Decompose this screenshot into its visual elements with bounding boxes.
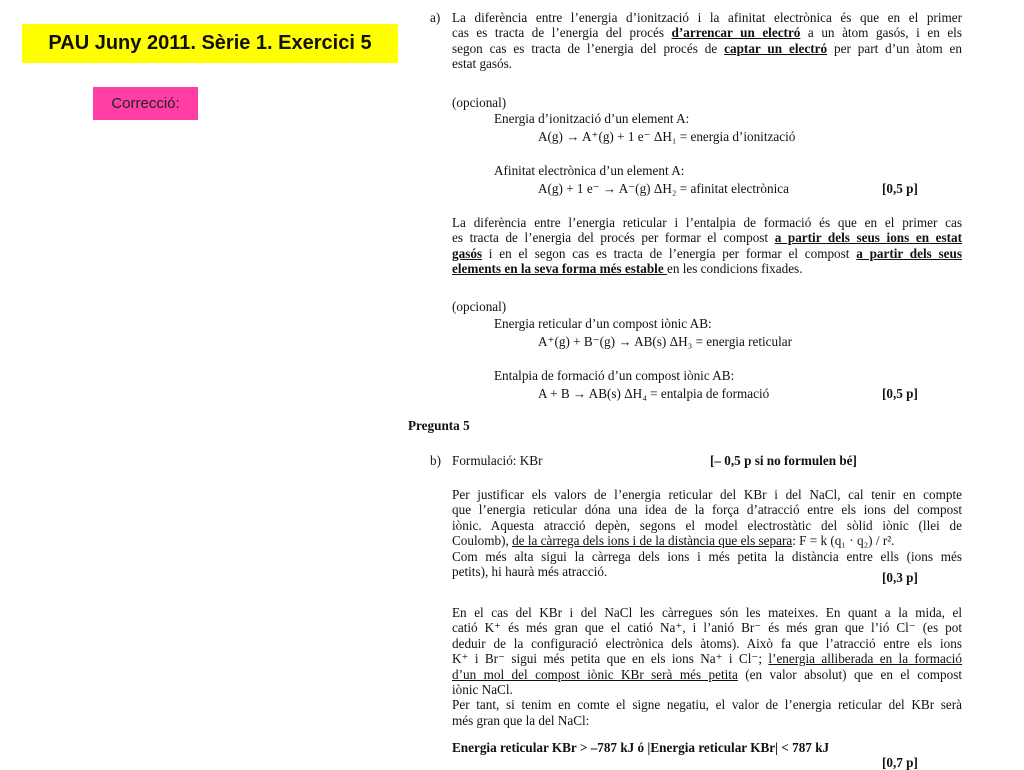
part-a-label: a) (430, 10, 441, 25)
affinity-equation: A(g) + 1 e⁻ → A⁻(g) ΔH₂ = afinitat electrònica (538, 181, 789, 196)
part-a-paragraph-1: La diferència entre l’energia d’ionització i la afinitat electrònica és que en el primer cas es tracta de l’energia del procés d’arrencar un electró a un àtom gasós, i en els segon cas es tracta de l’energia del procés de captar un electró per part d’un àtom en estat gasós. (452, 10, 962, 72)
part-b-label: b) (430, 453, 441, 468)
formulation-line: Formulació: KBr (452, 453, 543, 468)
part-a-paragraph-2: La diferència entre l’energia reticular i l’entalpia de formació és que en el primer cas es tracta de l’energia del procés per formar el compost a partir dels seus ions en estat gasós i en el segon cas es tracta de l’energia per formar el compost a partir dels seus elements en la seva forma més estable en les condicions fixades. (452, 215, 962, 277)
reticular-equation: A⁺(g) + B⁻(g) → AB(s) ΔH₃ = energia reticular (538, 334, 793, 349)
score-label-1: [0,5 p] (882, 181, 918, 196)
reticular-title: Energia reticular d’un compost iònic AB: (494, 316, 712, 331)
penalty-label: [– 0,5 p si no formulen bé] (710, 453, 857, 468)
score-label-3: [0,3 p] (882, 570, 918, 585)
ionization-title: Energia d’ionització d’un element A: (494, 111, 690, 126)
slide-title: PAU Juny 2011. Sèrie 1. Exercici 5 (22, 24, 398, 63)
correction-label: Correcció: (93, 87, 198, 120)
final-result: Energia reticular KBr > –787 kJ ó |Energia reticular KBr| < 787 kJ (452, 740, 830, 755)
affinity-title: Afinitat electrònica d’un element A: (494, 163, 685, 178)
enthalpy-equation: A + B → AB(s) ΔH₄ = entalpia de formació (538, 386, 770, 401)
score-label-2: [0,5 p] (882, 386, 918, 401)
optional-label-1: (opcional) (452, 95, 507, 110)
part-b-paragraph-1: Per justificar els valors de l’energia reticular del KBr i del NaCl, cal tenir en compte que l’energia reticular dóna una idea de la força d’atracció entre els ions del compost iònic. Aquesta atracció depèn, segons el model electrostàtic del sòlid iònic (llei de Coulomb), de la càrrega dels ions i de la distància que els separa: F = k (q₁ · q₂) / r². Com més alta sigui la càrrega dels ions i més petita la distància entre ells (ions més petits), hi haurà més atracció. (452, 487, 962, 580)
optional-label-2: (opcional) (452, 299, 507, 314)
score-label-4: [0,7 p] (882, 755, 918, 770)
ionization-equation: A(g) → A⁺(g) + 1 e⁻ ΔH₁ = energia d’ionització (538, 129, 796, 144)
question-heading: Pregunta 5 (408, 418, 470, 433)
enthalpy-title: Entalpia de formació d’un compost iònic AB: (494, 368, 735, 383)
part-b-paragraph-2: En el cas del KBr i del NaCl les càrregues són les mateixes. En quant a la mida, el catió K⁺ és més gran que el catió Na⁺, i l’anió Br⁻ és més gran que l’ió Cl⁻ (es pot deduir de la configuració electrònica dels àtoms). Això fa que l’atracció entre els ions K⁺ i Br⁻ sigui més petita que en els ions Na⁺ i Cl⁻; l’energia alliberada en la formació d’un mol del compost iònic KBr serà més petita (en valor absolut) que en el compost iònic NaCl. Per tant, si tenim en comte el signe negatiu, el valor de l’energia reticular del KBr serà més gran que la del NaCl: (452, 605, 963, 728)
